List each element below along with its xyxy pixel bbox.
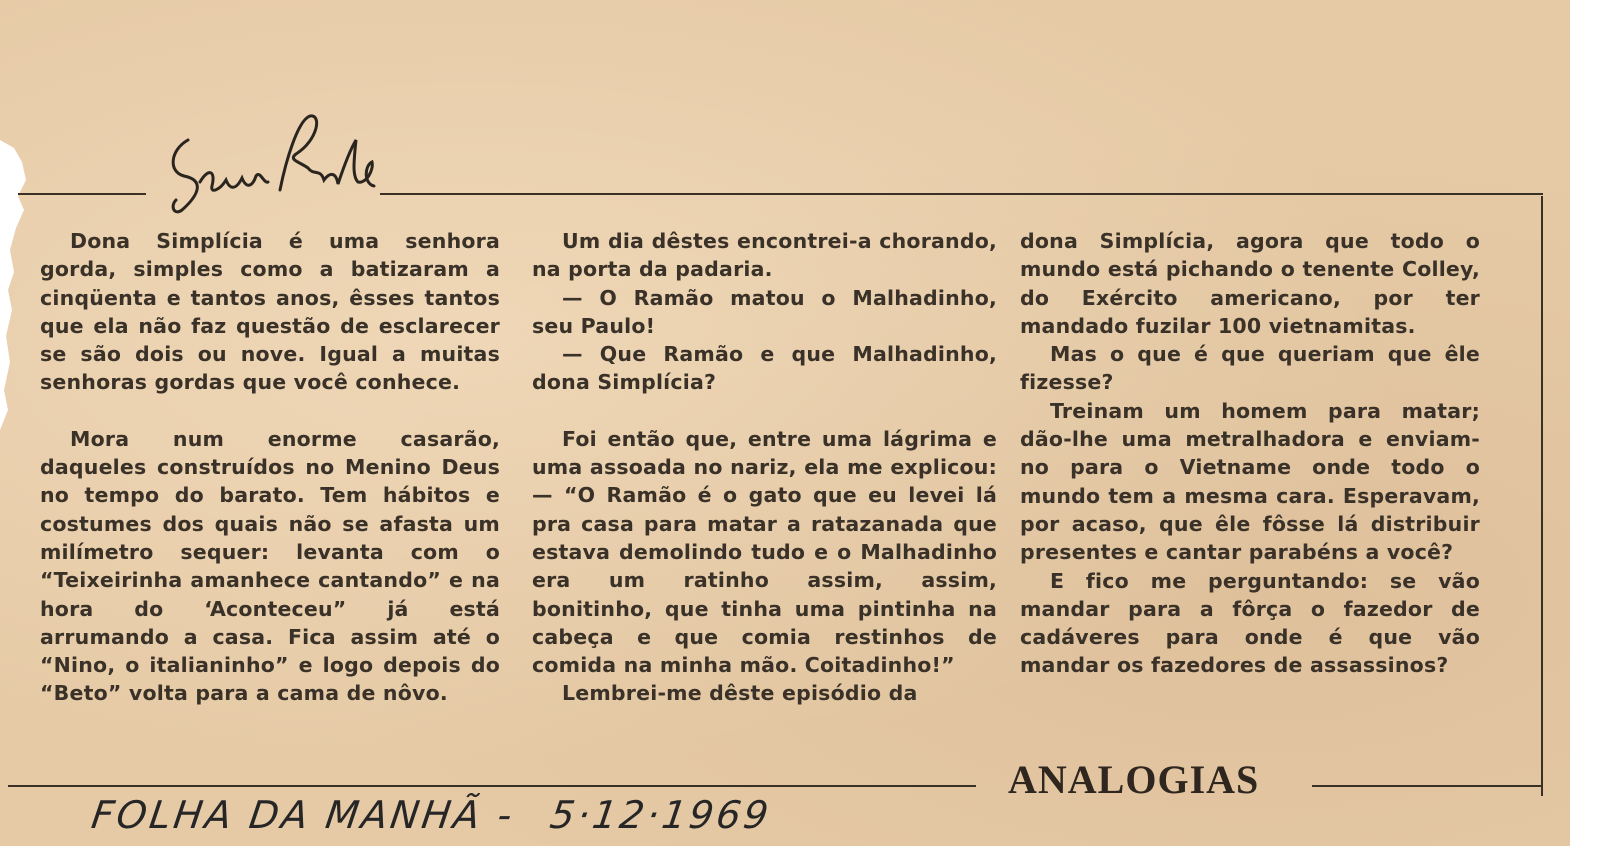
paragraph: Lembrei-me dêste episódio da	[562, 681, 918, 706]
torn-edge	[0, 140, 34, 430]
paragraph: Foi então que, entre uma lágrima e uma assoada no nariz, ela me explicou: — “O Ramão é o gato que eu levei lá pra casa para matar a ratazanada que estava demolindo tudo e o Malhadinho era um ratinho assim, assim, bonitinho, que tinha uma pintinha na cabeça e que comia restinhos de comida na minha mão. Coitadinho!”	[532, 426, 997, 678]
signature	[160, 110, 390, 220]
paragraph: Mora num enorme casarão, daqueles construídos no Menino Deus no tempo do barato. Tem hábitos e costumes dos quais não se afasta um milímetro sequer: levanta com o “Teixeirinha amanhece cantando” e na hora do ‘Aconteceu” já está arrumando a casa. Fica assim até o “Nino, o italianinho” e logo depois do “Beto” volta para a cama de nôvo.	[40, 426, 500, 706]
handwritten-newspaper-name: FOLHA DA MANHÃ -	[88, 793, 518, 837]
handwritten-date: 5·12·1969	[547, 793, 774, 837]
scan-bottom-margin	[0, 846, 1570, 854]
bottom-rule-left	[8, 785, 976, 787]
article-title: ANALOGIAS	[1008, 757, 1260, 802]
article-column-2	[532, 227, 997, 708]
paragraph: Um dia dêstes encontrei-a chorando, na porta da padaria.	[532, 229, 997, 282]
article-column-1	[40, 227, 500, 708]
handwritten-source-note	[88, 790, 810, 840]
paragraph: — Que Ramão e que Malhadinho, dona Simplícia?	[532, 342, 997, 395]
paragraph: — O Ramão matou o Malhadinho, seu Paulo!	[532, 285, 997, 338]
top-rule-right	[380, 193, 1543, 195]
article-column-3	[1020, 227, 1480, 680]
top-rule-left	[18, 193, 146, 195]
paragraph: dona Simplícia, agora que todo o mundo está pichando o tenente Colley, do Exército americano, por ter mandado fuzilar 100 vietnamitas.	[1020, 229, 1480, 338]
paragraph: E fico me perguntando: se vão mandar para a fôrça o fazedor de cadáveres para onde é que vão mandar os fazedores de assassinos?	[1020, 568, 1480, 678]
frame-right-border	[1541, 196, 1543, 796]
paragraph: Treinam um homem para matar; dão-lhe uma metralhadora e enviam-no para o Vietname onde todo o mundo tem a mesma cara. Esperavam, por acaso, que êle fôsse lá distribuir presentes e cantar parabéns a você?	[1020, 398, 1480, 565]
paragraph: Dona Simplícia é uma senhora gorda, simples como a batizaram a cinqüenta e tantos anos, êsses tantos que ela não faz questão de esclarecer se são dois ou nove. Igual a muitas senhoras gordas que você conhece.	[40, 229, 500, 395]
paragraph: Mas o que é que queriam que êle fizesse?	[1020, 342, 1480, 395]
bottom-rule-right	[1312, 785, 1542, 787]
